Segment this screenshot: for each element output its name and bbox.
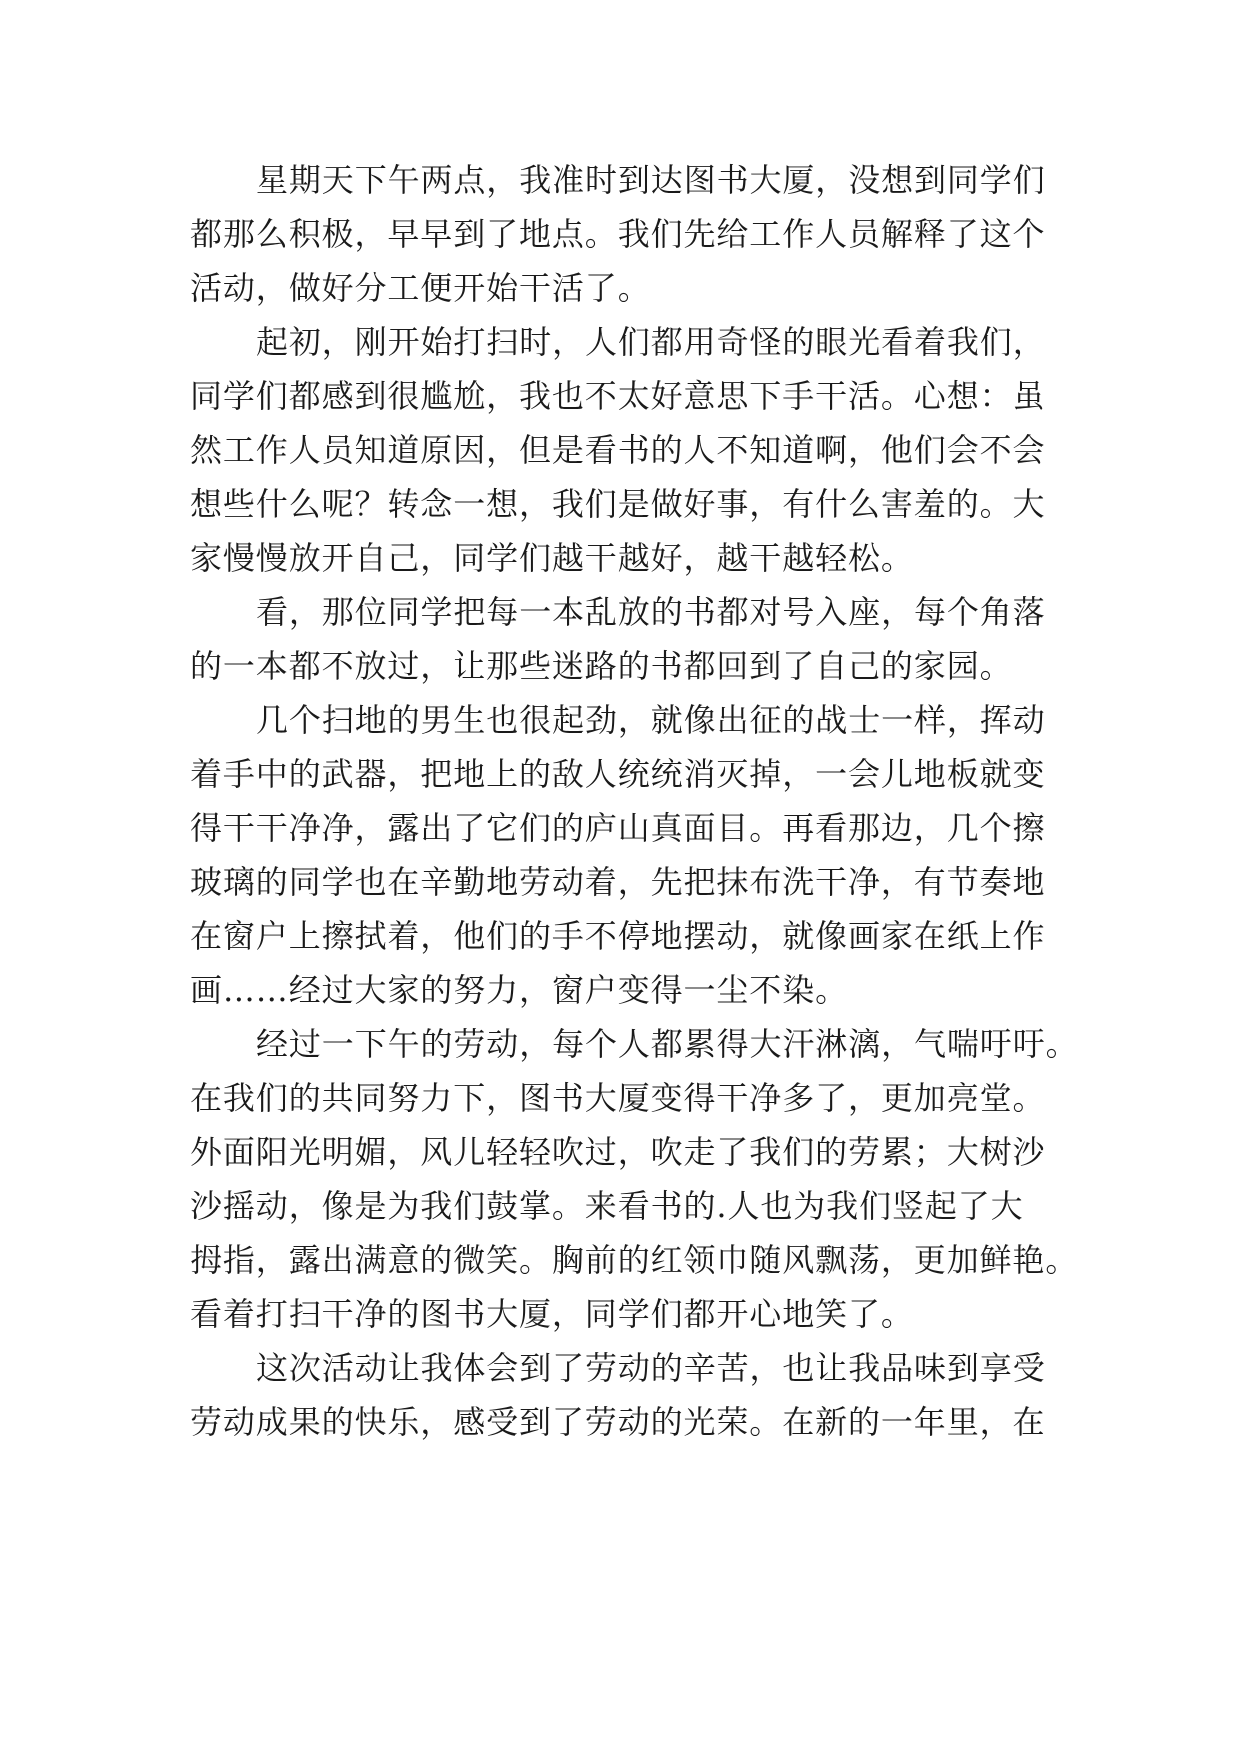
- paragraph-5-line-6: 看着打扫干净的图书大厦，同学们都开心地笑了。: [190, 1295, 914, 1333]
- paragraph-5-line-3: 外面阳光明媚，风儿轻轻吹过，吹走了我们的劳累；大树沙: [190, 1133, 1046, 1171]
- paragraph-4-line-6: 画……经过大家的努力，窗户变得一尘不染。: [190, 971, 849, 1009]
- paragraph-6-line-1: 这次活动让我体会到了劳动的辛苦，也让我品味到享受: [256, 1349, 1046, 1387]
- paragraph-2-line-4: 想些什么呢？转念一想，我们是做好事，有什么害羞的。大: [190, 485, 1046, 523]
- paragraph-5-line-2: 在我们的共同努力下，图书大厦变得干净多了，更加亮堂。: [190, 1079, 1046, 1117]
- paragraph-1-line-1: 星期天下午两点，我准时到达图书大厦，没想到同学们: [256, 161, 1046, 199]
- paragraph-6-line-2: 劳动成果的快乐，感受到了劳动的光荣。在新的一年里，在: [190, 1403, 1046, 1441]
- paragraph-5-line-1: 经过一下午的劳动，每个人都累得大汗淋漓，气喘吁吁。: [256, 1025, 1079, 1063]
- paragraph-5-line-5: 拇指，露出满意的微笑。胸前的红领巾随风飘荡，更加鲜艳。: [190, 1241, 1079, 1279]
- paragraph-2-line-2: 同学们都感到很尴尬，我也不太好意思下手干活。心想：虽: [190, 377, 1046, 415]
- paragraph-4-line-1: 几个扫地的男生也很起劲，就像出征的战士一样，挥动: [256, 701, 1046, 739]
- paragraph-5-line-4: 沙摇动，像是为我们鼓掌。来看书的.人也为我们竖起了大: [190, 1187, 1024, 1225]
- paragraph-4-line-5: 在窗户上擦拭着，他们的手不停地摆动，就像画家在纸上作: [190, 917, 1046, 955]
- paragraph-1-line-2: 都那么积极，早早到了地点。我们先给工作人员解释了这个: [190, 215, 1046, 253]
- paragraph-4-line-2: 着手中的武器，把地上的敌人统统消灭掉，一会儿地板就变: [190, 755, 1046, 793]
- paragraph-4-line-3: 得干干净净，露出了它们的庐山真面目。再看那边，几个擦: [190, 809, 1046, 847]
- paragraph-2-line-3: 然工作人员知道原因，但是看书的人不知道啊，他们会不会: [190, 431, 1046, 469]
- paragraph-3-line-2: 的一本都不放过，让那些迷路的书都回到了自己的家园。: [190, 647, 1013, 685]
- paragraph-2-line-1: 起初，刚开始打扫时，人们都用奇怪的眼光看着我们，: [256, 323, 1046, 361]
- paragraph-2-line-5: 家慢慢放开自己，同学们越干越好，越干越轻松。: [190, 539, 914, 577]
- paragraph-3-line-1: 看，那位同学把每一本乱放的书都对号入座，每个角落: [256, 593, 1046, 631]
- paragraph-1-line-3: 活动，做好分工便开始干活了。: [190, 269, 651, 307]
- paragraph-4-line-4: 玻璃的同学也在辛勤地劳动着，先把抹布洗干净，有节奏地: [190, 863, 1046, 901]
